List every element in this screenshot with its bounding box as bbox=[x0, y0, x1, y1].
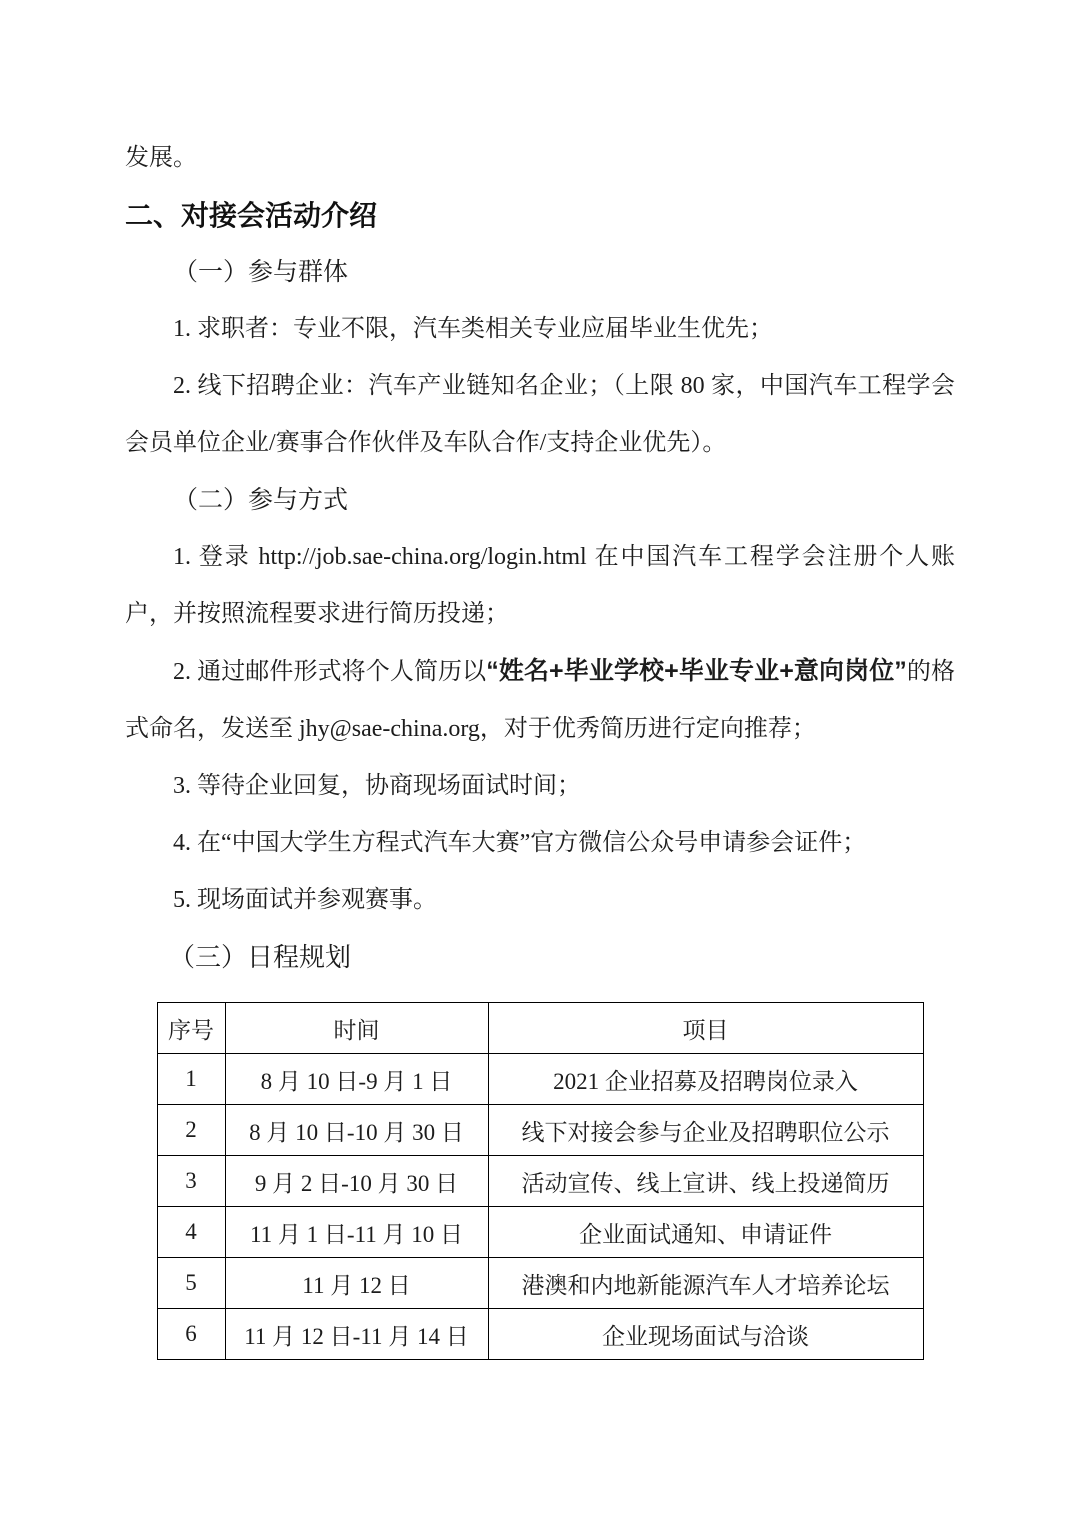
table-cell-time: 11 月 12 日 bbox=[225, 1258, 488, 1309]
table-header-cell-time: 时间 bbox=[225, 1003, 488, 1054]
table-row bbox=[157, 1258, 923, 1309]
table-row bbox=[157, 1309, 923, 1360]
table-cell-item: 企业面试通知、申请证件 bbox=[488, 1207, 923, 1258]
table-cell-no: 5 bbox=[157, 1258, 225, 1309]
table-cell-no: 1 bbox=[157, 1054, 225, 1105]
table-cell-no: 4 bbox=[157, 1207, 225, 1258]
list-item-group2-3 bbox=[125, 758, 955, 815]
table-cell-time: 11 月 1 日-11 月 10 日 bbox=[225, 1207, 488, 1258]
table-row bbox=[157, 1156, 923, 1207]
list-item-group2-4 bbox=[125, 815, 955, 872]
table-cell-item: 企业现场面试与洽谈 bbox=[488, 1309, 923, 1360]
table-cell-time: 9 月 2 日-10 月 30 日 bbox=[225, 1156, 488, 1207]
item-text: 1. 登录 http://job.sae-china.org/login.html 在中国汽车工程学会注册个人账户，并按照流程要求进行简历投递； bbox=[125, 544, 955, 627]
table-header-cell-item: 项目 bbox=[488, 1003, 923, 1054]
table-cell-item: 港澳和内地新能源汽车人才培养论坛 bbox=[488, 1258, 923, 1309]
subsection-title-3: （三）日程规划 bbox=[169, 942, 352, 972]
item-text: 5. 现场面试并参观赛事。 bbox=[173, 887, 437, 913]
list-item-group2-2 bbox=[125, 643, 955, 758]
table-cell-item: 2021 企业招募及招聘岗位录入 bbox=[488, 1054, 923, 1105]
item-text: 4. 在“中国大学生方程式汽车大赛”官方微信公众号申请参会证件； bbox=[173, 830, 867, 856]
section-heading: 二、对接会活动介绍 bbox=[125, 200, 378, 231]
list-item-group2-1 bbox=[125, 529, 955, 643]
leading-paragraph: 发展。 bbox=[125, 145, 197, 171]
subsection-title-1: （一）参与群体 bbox=[173, 259, 349, 286]
item-text: 的格式命名，发送至 jhy@sae-china.org，对于优秀简历进行定向推荐； bbox=[125, 659, 956, 742]
table-cell-time: 8 月 10 日-9 月 1 日 bbox=[225, 1054, 488, 1105]
table-cell-time: 8 月 10 日-10 月 30 日 bbox=[225, 1105, 488, 1156]
item-text: 2. 线下招聘企业：汽车产业链知名企业；（上限 80 家，中国汽车工程学会会员单位企业/赛事合作伙伴及车队合作/支持企业优先）。 bbox=[125, 373, 955, 456]
list-item-group1-1 bbox=[125, 301, 955, 358]
item-text: 3. 等待企业回复，协商现场面试时间； bbox=[173, 773, 581, 799]
table-cell-no: 6 bbox=[157, 1309, 225, 1360]
table-header-cell-no: 序号 bbox=[157, 1003, 225, 1054]
table-cell-time: 11 月 12 日-11 月 14 日 bbox=[225, 1309, 488, 1360]
list-item-group1-2 bbox=[125, 358, 955, 472]
item-text: 1. 求职者：专业不限，汽车类相关专业应届毕业生优先； bbox=[173, 316, 773, 342]
subsection-title-2: （二）参与方式 bbox=[173, 487, 349, 514]
table-row bbox=[157, 1207, 923, 1258]
table-row bbox=[157, 1105, 923, 1156]
list-item-group2-5 bbox=[125, 872, 955, 929]
item-text: 2. 通过邮件形式将个人简历以 bbox=[173, 659, 487, 685]
schedule-table bbox=[157, 1002, 924, 1360]
bold-run: “姓名+毕业学校+毕业专业+意向岗位” bbox=[486, 657, 907, 685]
table-cell-no: 2 bbox=[157, 1105, 225, 1156]
table-header-row bbox=[157, 1003, 923, 1054]
table-cell-item: 活动宣传、线上宣讲、线上投递简历 bbox=[488, 1156, 923, 1207]
table-cell-no: 3 bbox=[157, 1156, 225, 1207]
table-cell-item: 线下对接会参与企业及招聘职位公示 bbox=[488, 1105, 923, 1156]
table-row bbox=[157, 1054, 923, 1105]
